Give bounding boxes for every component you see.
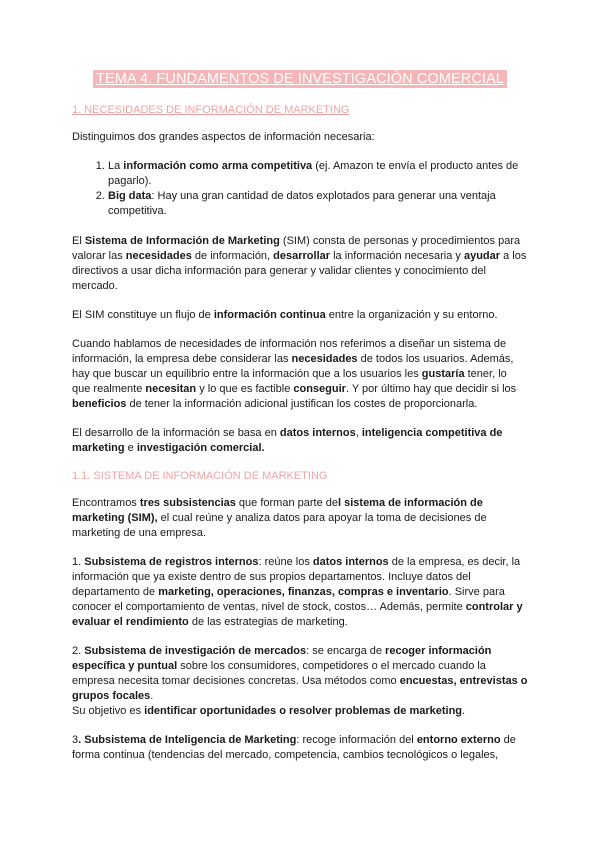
list-item: 2. Big data: Hay una gran cantidad de datos explotados para generar una ventaja competitiva. bbox=[108, 189, 528, 219]
paragraph-subsistemas: Encontramos tres subsistencias que forman parte del sistema de información de marketing (SIM), el cual reúne y analiza datos para apoyar la toma de decisiones de marketing de una empresa. bbox=[72, 497, 487, 539]
title-container bbox=[72, 70, 528, 88]
aspects-list bbox=[72, 159, 528, 219]
paragraph-inteligencia-marketing: 3. Subsistema de Inteligencia de Marketing: recoge información del entorno externo de forma continua (tendencias del mercado, competencia, cambios tecnológicos o legales, bbox=[72, 734, 516, 761]
section-heading-1: 1. NECESIDADES DE INFORMACIÓN DE MARKETING bbox=[72, 104, 350, 116]
paragraph-sim: El Sistema de Información de Marketing (SIM) consta de personas y procedimientos para valorar las necesidades de información, desarrollar la información necesaria y ayudar a los directivos a usar dicha información para generar y validar clientes y conocimiento del mercado. bbox=[72, 235, 527, 292]
paragraph-registros-internos: 1. Subsistema de registros internos: reúne los datos internos de la empresa, es decir, la información que ya existe dentro de sus propios departamentos. Incluye datos del departamento de marketing, operaciones, finanzas, compras e inventario. Sirve para conocer el comportamiento de ventas, nivel de stock, costos… Además, permite controlar y evaluar el rendimiento de las estrategias de marketing. bbox=[72, 556, 523, 628]
list-item: 1. La información como arma competitiva (ej. Amazon te envía el producto antes de pagarlo). bbox=[108, 159, 528, 189]
document-title: TEMA 4. FUNDAMENTOS DE INVESTIGACIÓN COMERCIAL bbox=[93, 70, 507, 88]
paragraph-flujo: El SIM constituye un flujo de información continua entre la organización y su entorno. bbox=[72, 309, 498, 321]
intro-paragraph: Distinguimos dos grandes aspectos de información necesaria: bbox=[72, 131, 375, 143]
paragraph-investigacion-mercados: 2. Subsistema de investigación de mercados: se encarga de recoger información específica y puntual sobre los consumidores, competidores o el mercado cuando la empresa necesita tomar decisiones concretas. Usa métodos como encuestas, entrevistas o grupos focales. Su objetivo es identificar oportunidades o resolver problemas de marketing. bbox=[72, 645, 528, 717]
section-heading-1-1: 1.1. SISTEMA DE INFORMACIÓN DE MARKETING bbox=[72, 470, 328, 482]
paragraph-desarrollo: El desarrollo de la información se basa en datos internos, inteligencia competitiva de marketing e investigación comercial. bbox=[72, 427, 503, 454]
paragraph-necesidades: Cuando hablamos de necesidades de información nos referimos a diseñar un sistema de información, la empresa debe considerar las necesidades de todos los usuarios. Además, hay que buscar un equilibrio entre la información que a los usuarios les gustaría tener, lo que realmente necesitan y lo que es factible conseguir. Y por último hay que decidir si los beneficios de tener la información adicional justifican los costes de proporcionarla. bbox=[72, 338, 517, 410]
